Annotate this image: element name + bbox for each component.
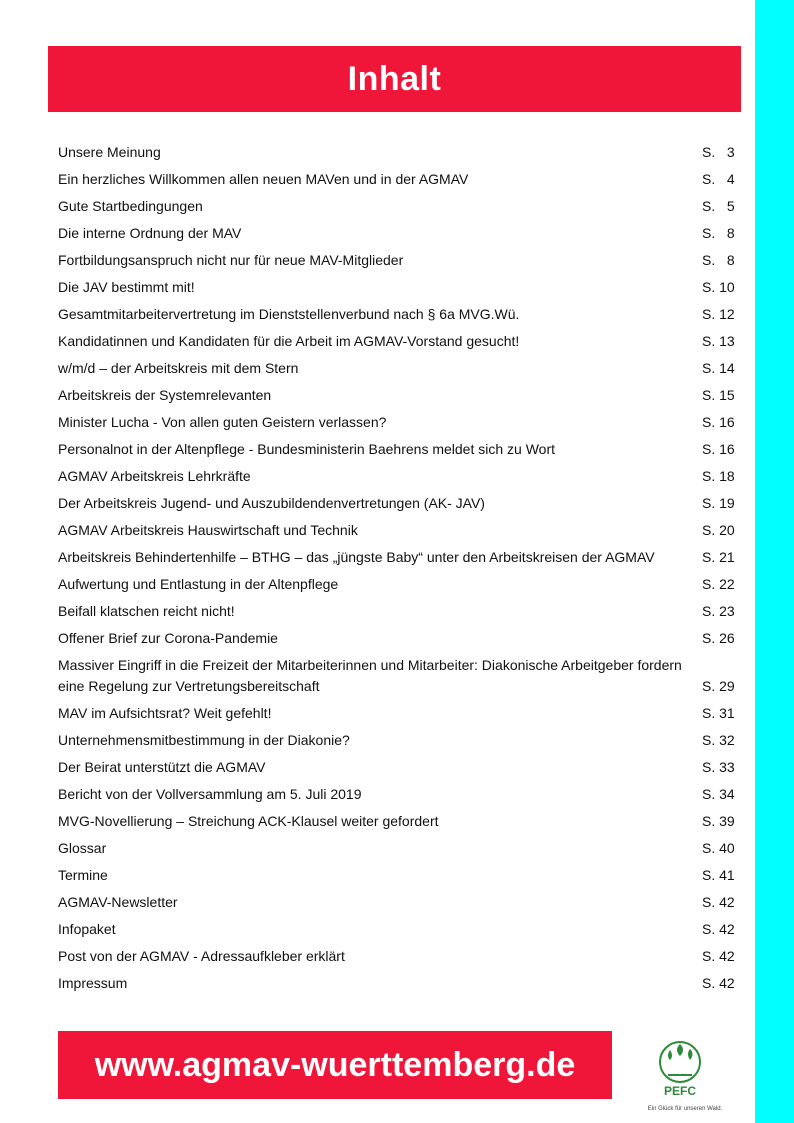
toc-entry-page: S. 40 <box>702 840 735 856</box>
toc-entry[interactable] <box>58 274 740 301</box>
toc-entry[interactable] <box>58 916 740 943</box>
toc-entry[interactable] <box>58 355 740 382</box>
pefc-logo <box>640 1040 730 1120</box>
toc-entry[interactable] <box>58 835 740 862</box>
toc-entry[interactable] <box>58 970 740 997</box>
toc-entry[interactable] <box>58 220 740 247</box>
toc-entry-page: S. 4 <box>702 171 735 187</box>
toc-entry-title: Bericht von der Vollversammlung am 5. Juli 2019 <box>58 786 362 802</box>
toc-entry[interactable] <box>58 781 740 808</box>
pefc-trees-icon <box>640 1040 730 1088</box>
toc-entry-page: S. 29 <box>702 678 735 694</box>
toc-entry-title: Kandidatinnen und Kandidaten für die Arbeit im AGMAV-Vorstand gesucht! <box>58 333 520 349</box>
toc-entry[interactable] <box>58 490 740 517</box>
toc-entry[interactable] <box>58 808 740 835</box>
toc-entry-page: S. 3 <box>702 144 735 160</box>
toc-entry-title: Ein herzliches Willkommen allen neuen MAVen und in der AGMAV <box>58 171 469 187</box>
toc-entry-title: AGMAV Arbeitskreis Lehrkräfte <box>58 468 251 484</box>
toc-entry[interactable] <box>58 139 740 166</box>
toc-entry-title: Post von der AGMAV - Adressaufkleber erklärt <box>58 948 345 964</box>
toc-entry[interactable] <box>58 328 740 355</box>
toc-entry-page: S. 21 <box>702 549 735 565</box>
toc-entry-page: S. 8 <box>702 252 735 268</box>
toc-entry[interactable] <box>58 517 740 544</box>
website-url[interactable]: www.agmav-wuerttemberg.de <box>94 1045 576 1084</box>
page-title: Inhalt <box>347 59 442 98</box>
toc-entry-title: Der Beirat unterstützt die AGMAV <box>58 759 266 775</box>
toc-entry-page: S. 13 <box>702 333 735 349</box>
toc-entry-title: Infopaket <box>58 921 116 937</box>
pefc-tagline: Ein Glück für unseren Wald. <box>647 1106 723 1112</box>
toc-entry-page: S. 16 <box>702 414 735 430</box>
toc-entry-page: S. 33 <box>702 759 735 775</box>
toc-entry-title: w/m/d – der Arbeitskreis mit dem Stern <box>58 360 299 376</box>
toc-entry-title: Offener Brief zur Corona-Pandemie <box>58 630 278 646</box>
toc-entry-title: AGMAV-Newsletter <box>58 894 178 910</box>
toc-entry-title: Termine <box>58 867 108 883</box>
toc-entry-page: S. 14 <box>702 360 735 376</box>
toc-entry[interactable] <box>58 571 740 598</box>
toc-entry[interactable] <box>58 652 740 700</box>
toc-entry-page: S. 23 <box>702 603 735 619</box>
toc-entry-page: S. 41 <box>702 867 735 883</box>
toc-entry[interactable] <box>58 754 740 781</box>
toc-entry[interactable] <box>58 700 740 727</box>
table-of-contents <box>58 139 740 997</box>
toc-entry-page: S. 19 <box>702 495 735 511</box>
toc-entry[interactable] <box>58 862 740 889</box>
toc-entry-page: S. 12 <box>702 306 735 322</box>
toc-entry-title: Arbeitskreis der Systemrelevanten <box>58 387 272 403</box>
toc-entry-title: Impressum <box>58 975 128 991</box>
toc-entry[interactable] <box>58 247 740 274</box>
toc-entry-title: Der Arbeitskreis Jugend- und Auszubildendenvertretungen (AK- JAV) <box>58 495 485 511</box>
toc-entry[interactable] <box>58 301 740 328</box>
toc-entry-page: S. 42 <box>702 975 735 991</box>
toc-entry[interactable] <box>58 436 740 463</box>
toc-entry-page: S. 22 <box>702 576 735 592</box>
toc-entry[interactable] <box>58 625 740 652</box>
toc-entry[interactable] <box>58 889 740 916</box>
toc-entry[interactable] <box>58 463 740 490</box>
toc-entry[interactable] <box>58 544 740 571</box>
toc-entry-title: AGMAV Arbeitskreis Hauswirtschaft und Technik <box>58 522 358 538</box>
toc-entry-page: S. 42 <box>702 894 735 910</box>
toc-entry-page: S. 42 <box>702 948 735 964</box>
website-banner[interactable] <box>58 1031 612 1099</box>
toc-entry-page: S. 32 <box>702 732 735 748</box>
toc-entry[interactable] <box>58 598 740 625</box>
toc-entry[interactable] <box>58 166 740 193</box>
toc-entry-title: Gute Startbedingungen <box>58 198 203 214</box>
toc-entry-title: MAV im Aufsichtsrat? Weit gefehlt! <box>58 705 272 721</box>
toc-entry-title: Minister Lucha - Von allen guten Geistern verlassen? <box>58 414 387 430</box>
toc-entry-title: Aufwertung und Entlastung in der Altenpflege <box>58 576 339 592</box>
toc-entry[interactable] <box>58 382 740 409</box>
toc-entry-title: Unsere Meinung <box>58 144 161 160</box>
toc-entry-title: Die interne Ordnung der MAV <box>58 225 242 241</box>
toc-entry-title: MVG-Novellierung – Streichung ACK-Klausel weiter gefordert <box>58 813 439 829</box>
toc-entry-page: S. 15 <box>702 387 735 403</box>
toc-entry-page: S. 10 <box>702 279 735 295</box>
toc-entry-title: Fortbildungsanspruch nicht nur für neue MAV-Mitglieder <box>58 252 404 268</box>
toc-entry-title: Glossar <box>58 840 107 856</box>
toc-entry-page: S. 34 <box>702 786 735 802</box>
toc-entry-title: Arbeitskreis Behindertenhilfe – BTHG – das „jüngste Baby“ unter den Arbeitskreisen der AGMAV <box>58 549 655 565</box>
toc-entry-title: Massiver Eingriff in die Freizeit der Mitarbeiterinnen und Mitarbeiter: Diakonische Arbeitgeber fordern eine Regelung zur Vertretungsbereitschaft <box>58 657 682 694</box>
toc-entry-title: Beifall klatschen reicht nicht! <box>58 603 235 619</box>
toc-entry-page: S. 31 <box>702 705 735 721</box>
toc-entry-page: S. 26 <box>702 630 735 646</box>
toc-entry-page: S. 16 <box>702 441 735 457</box>
title-banner <box>48 46 741 112</box>
toc-entry-page: S. 39 <box>702 813 735 829</box>
toc-entry-page: S. 8 <box>702 225 735 241</box>
toc-entry[interactable] <box>58 193 740 220</box>
pefc-label: PEFC <box>663 1084 696 1098</box>
toc-entry[interactable] <box>58 943 740 970</box>
side-color-bar <box>755 0 794 1123</box>
toc-entry-title: Die JAV bestimmt mit! <box>58 279 195 295</box>
toc-entry-title: Unternehmensmitbestimmung in der Diakonie? <box>58 732 350 748</box>
toc-entry-title: Gesamtmitarbeitervertretung im Dienststellenverbund nach § 6a MVG.Wü. <box>58 306 520 322</box>
toc-entry-page: S. 20 <box>702 522 735 538</box>
toc-entry-page: S. 42 <box>702 921 735 937</box>
toc-entry[interactable] <box>58 727 740 754</box>
toc-entry-page: S. 18 <box>702 468 735 484</box>
toc-entry-page: S. 5 <box>702 198 735 214</box>
toc-entry-title: Personalnot in der Altenpflege - Bundesministerin Baehrens meldet sich zu Wort <box>58 441 556 457</box>
toc-entry[interactable] <box>58 409 740 436</box>
